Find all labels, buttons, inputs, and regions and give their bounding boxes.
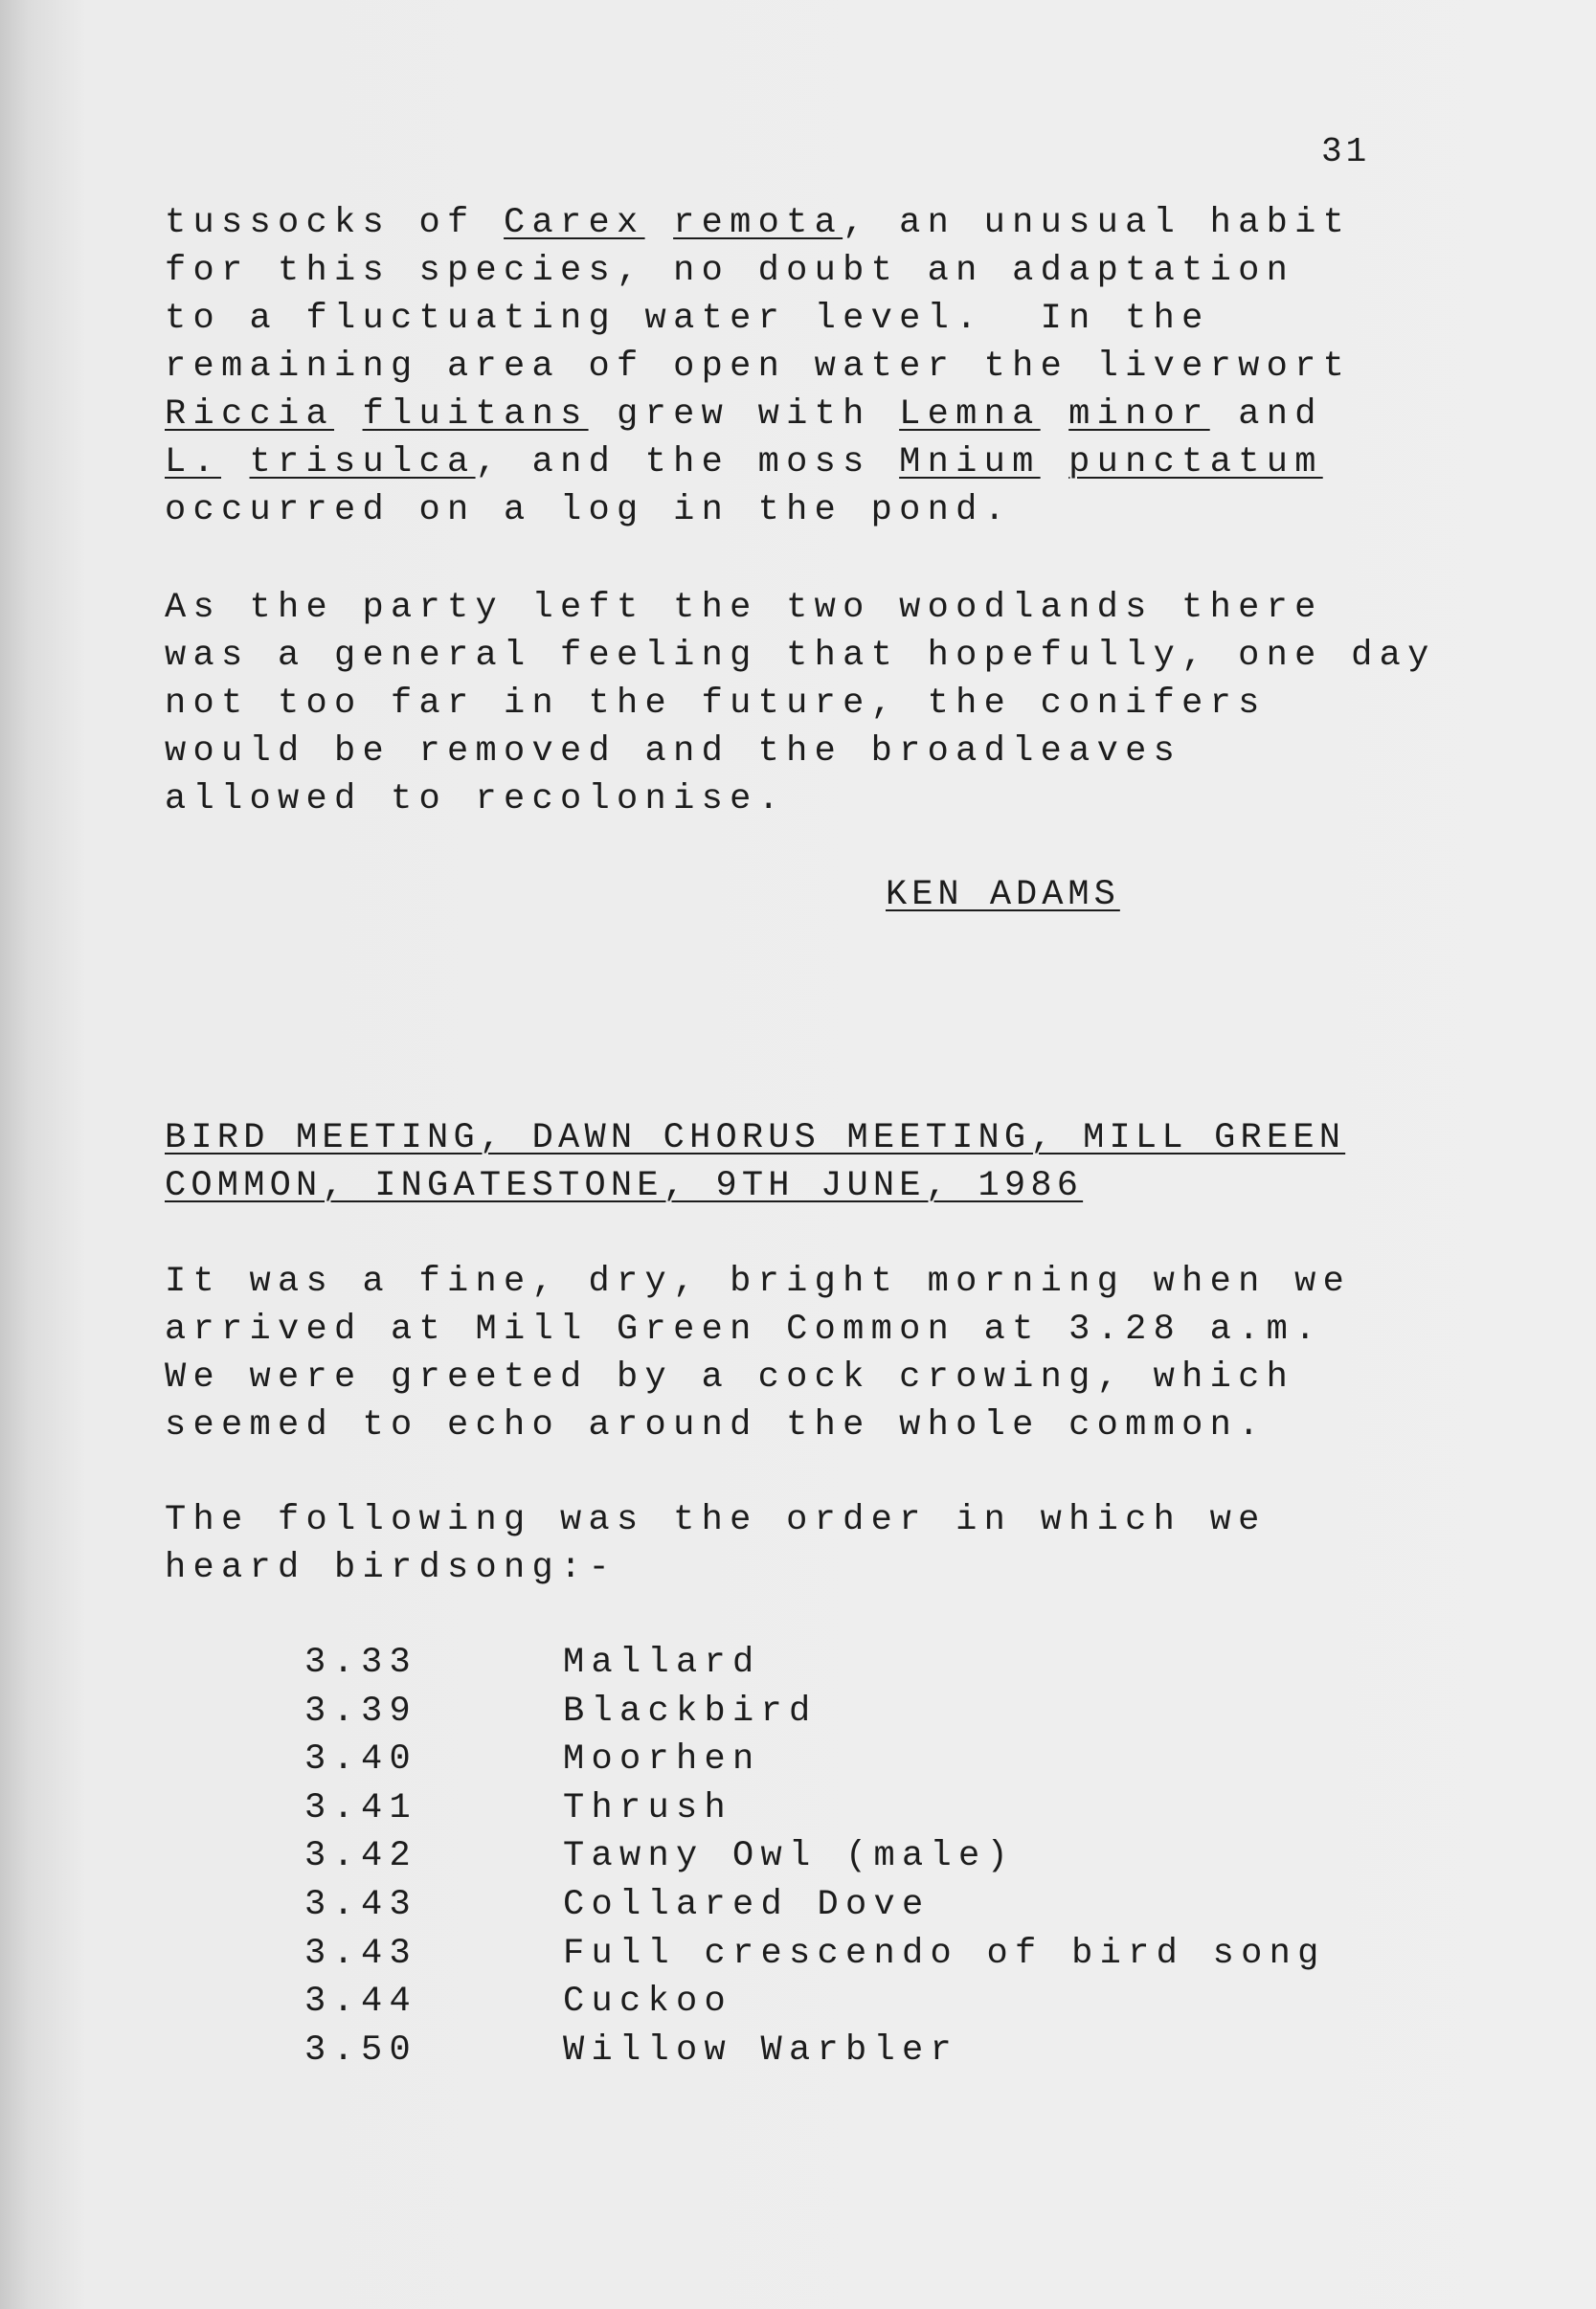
species-name: trisulca	[249, 442, 476, 482]
author-signature: KEN ADAMS	[886, 875, 1120, 915]
text-line: seemed to echo around the whole common.	[165, 1405, 1267, 1446]
heading-line: COMMON, INGATESTONE, 9TH JUNE, 1986	[165, 1166, 1084, 1206]
text-line: The following was the order in which we	[165, 1500, 1267, 1540]
text-line: arrived at Mill Green Common at 3.28 a.m.	[165, 1310, 1323, 1350]
paragraph-arrival	[165, 1258, 1467, 1449]
bird-name: Thrush	[563, 1787, 733, 1828]
species-name: minor	[1068, 394, 1210, 435]
text-line: heard birdsong:-	[165, 1548, 618, 1588]
species-name: remota	[673, 203, 843, 243]
species-name: Riccia	[165, 394, 335, 435]
text-line: was a general feeling that hopefully, one day	[165, 636, 1436, 676]
text-line: not too far in the future, the conifers	[165, 684, 1267, 724]
species-name: Carex	[504, 203, 645, 243]
text-line: As the party left the two woodlands there	[165, 588, 1323, 628]
text-line: to a fluctuating water level. In the	[165, 299, 1210, 339]
list-item	[304, 1930, 1326, 1979]
species-name: L.	[165, 442, 222, 482]
bird-name: Mallard	[563, 1643, 761, 1683]
text-line: allowed to recolonise.	[165, 779, 787, 819]
paragraph-pond-flora	[165, 199, 1467, 534]
bird-name: Tawny Owl (male)	[563, 1836, 1016, 1877]
text-line: We were greeted by a cock crowing, which	[165, 1357, 1295, 1398]
time: 3.43	[304, 1933, 418, 1974]
list-item	[304, 1784, 1326, 1833]
heading-line: BIRD MEETING, DAWN CHORUS MEETING, MILL GREEN	[165, 1118, 1346, 1158]
paragraph-conclusion	[165, 584, 1467, 823]
species-name: punctatum	[1068, 442, 1323, 482]
time: 3.41	[304, 1787, 418, 1828]
text-line: tussocks of Carex remota, an unusual habit	[165, 203, 1352, 243]
list-item	[304, 1832, 1326, 1881]
bird-name: Moorhen	[563, 1739, 761, 1781]
bird-name: Cuckoo	[563, 1982, 733, 2023]
section-heading	[165, 1114, 1467, 1210]
bird-name: Full crescendo of bird song	[563, 1933, 1326, 1974]
list-item	[304, 1688, 1326, 1737]
list-item	[304, 1639, 1326, 1688]
text-line: occurred on a log in the pond.	[165, 490, 1013, 530]
text-line: remaining area of open water the liverwort	[165, 347, 1352, 387]
time: 3.40	[304, 1739, 418, 1781]
list-item	[304, 2027, 1326, 2075]
text-line: It was a fine, dry, bright morning when we	[165, 1262, 1352, 1302]
list-item	[304, 1881, 1326, 1930]
time: 3.42	[304, 1836, 418, 1877]
bird-name: Willow Warbler	[563, 2029, 959, 2071]
page-number: 31	[1321, 132, 1371, 171]
text-line: for this species, no doubt an adaptation	[165, 251, 1295, 291]
time: 3.50	[304, 2029, 418, 2071]
list-item	[304, 1978, 1326, 2027]
list-item	[304, 1736, 1326, 1784]
species-name: fluitans	[362, 394, 589, 435]
bird-name: Collared Dove	[563, 1884, 931, 1925]
text-line: would be removed and the broadleaves	[165, 731, 1182, 772]
species-name: Mnium	[899, 442, 1041, 482]
time: 3.43	[304, 1884, 418, 1925]
birdsong-list	[304, 1639, 1326, 2074]
species-name: Lemna	[899, 394, 1041, 435]
paragraph-intro-list	[165, 1496, 1467, 1592]
text-line: Riccia fluitans grew with Lemna minor and	[165, 394, 1323, 435]
time: 3.39	[304, 1691, 418, 1732]
text-line: L. trisulca, and the moss Mnium punctatum	[165, 442, 1323, 482]
time: 3.33	[304, 1643, 418, 1683]
bird-name: Blackbird	[563, 1691, 818, 1732]
time: 3.44	[304, 1982, 418, 2023]
